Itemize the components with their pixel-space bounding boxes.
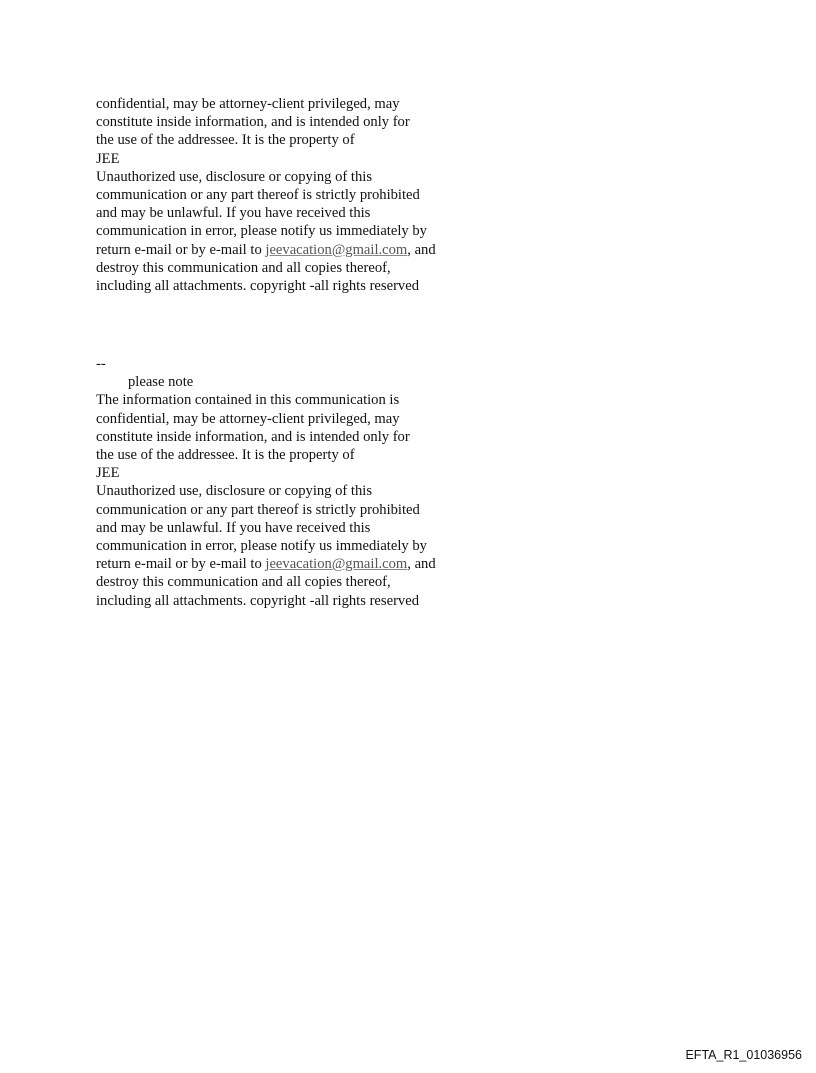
text-line: constitute inside information, and is intended only for: [96, 428, 410, 445]
text-line: and may be unlawful. If you have received this: [96, 205, 371, 222]
text-line: communication or any part thereof is strictly prohibited: [96, 187, 420, 204]
text-line: confidential, may be attorney-client privileged, may: [96, 410, 400, 427]
email-link[interactable]: jeevacation@gmail.com: [265, 556, 408, 573]
text-line: communication in error, please notify us immediately by: [96, 538, 427, 555]
disclaimer-block-2: [96, 355, 516, 610]
text-line: Unauthorized use, disclosure or copying of this: [96, 483, 373, 500]
text-line: communication in error, please notify us immediately by: [96, 223, 427, 240]
text-line: including all attachments. copyright -all rights reserved: [96, 278, 419, 295]
text-line: The information contained in this communication is: [96, 392, 400, 409]
document-id: EFTA_R1_01036956: [685, 1048, 802, 1062]
separator: --: [96, 356, 106, 372]
disclaimer-block-1: [96, 95, 516, 295]
text-line: and may be unlawful. If you have received this: [96, 519, 371, 536]
text-line: Unauthorized use, disclosure or copying of this: [96, 168, 373, 185]
text-line: JEE: [96, 465, 120, 482]
text-line: destroy this communication and all copies thereof,: [96, 574, 391, 591]
text-line: destroy this communication and all copies thereof,: [96, 259, 391, 276]
email-suffix: , and: [407, 556, 436, 573]
email-suffix: , and: [407, 241, 436, 258]
text-line: the use of the addressee. It is the property of: [96, 447, 355, 464]
text-line: communication or any part thereof is strictly prohibited: [96, 501, 420, 518]
text-line: JEE: [96, 150, 120, 167]
text-line: constitute inside information, and is intended only for: [96, 114, 410, 131]
email-link[interactable]: jeevacation@gmail.com: [265, 241, 408, 258]
email-line: [96, 241, 516, 259]
note-heading: please note: [128, 374, 194, 391]
email-prefix: return e-mail or by e-mail to: [96, 241, 266, 258]
email-prefix: return e-mail or by e-mail to: [96, 556, 266, 573]
text-line: the use of the addressee. It is the property of: [96, 132, 355, 149]
text-line: including all attachments. copyright -all rights reserved: [96, 592, 419, 609]
text-line: confidential, may be attorney-client privileged, may: [96, 96, 400, 112]
email-line: [96, 555, 516, 573]
